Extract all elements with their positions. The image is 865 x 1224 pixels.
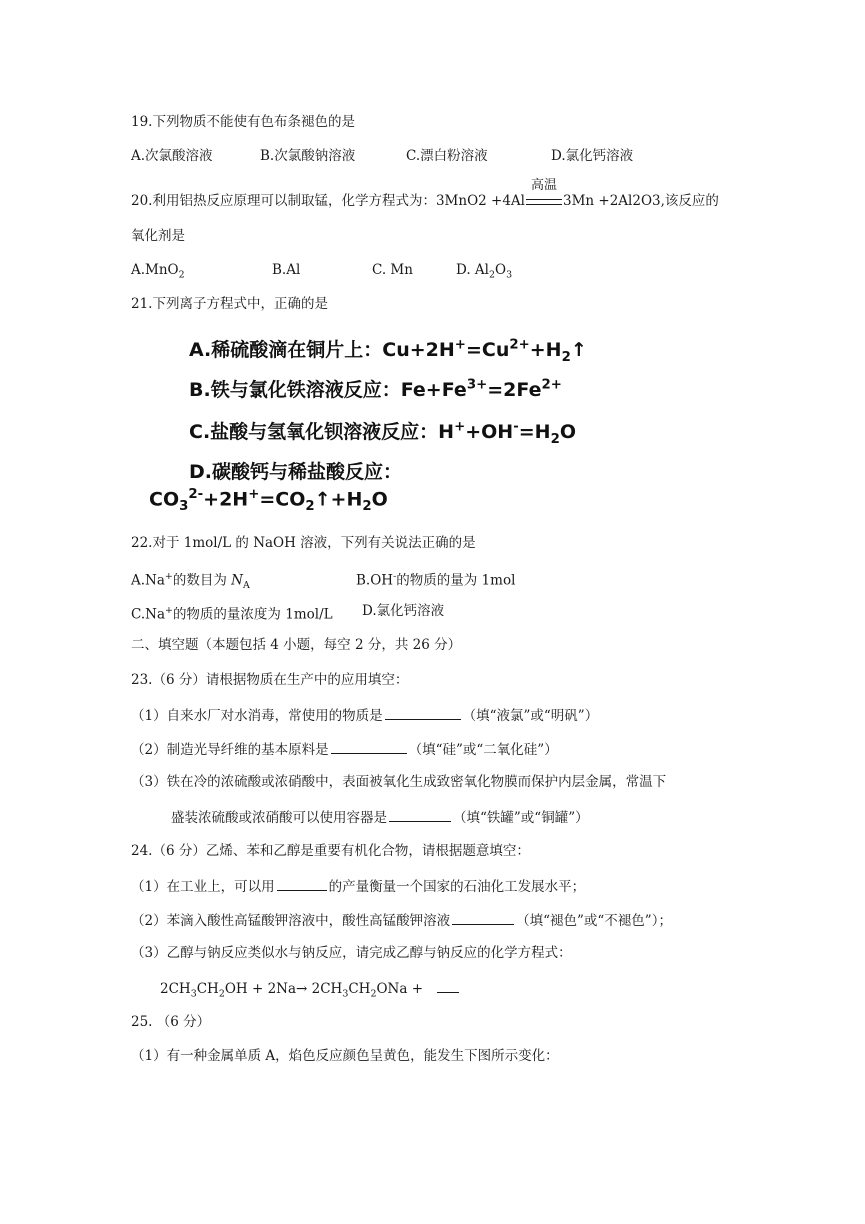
q24-p2-post: （填“褪色”或“不褪色”）；: [516, 913, 672, 929]
q21-c-sup2: -: [513, 419, 519, 435]
q21-stem: 21.下列离子方程式中，正确的是: [131, 296, 328, 312]
q22-b-pre: B.OH: [356, 572, 394, 589]
q19-option-b: B.次氯酸钠溶液: [260, 148, 356, 164]
q24-part3: （3）乙醇与钠反应类似水与钠反应，请完成乙醇与钠反应的化学方程式：: [131, 945, 572, 961]
q21-d-eq-pre: CO: [149, 488, 180, 511]
eq-b-s1: 3: [342, 988, 349, 1000]
q24-p2-pre: （2）苯滴入酸性高锰酸钾溶液中，酸性高锰酸钾溶液: [131, 913, 451, 929]
q21-option-d-equation: [149, 487, 388, 514]
q21-b-sup1: 3+: [466, 377, 488, 393]
q20-option-d-sub2: 3: [506, 269, 513, 281]
q22-option-a: [131, 568, 250, 595]
q21-option-c: [189, 417, 576, 447]
q21-d-eq-mid: +2H: [203, 488, 249, 511]
q22-b-post: 的物质的量为 1mol: [396, 572, 516, 589]
q21-d-sup1: 2-: [188, 487, 204, 502]
answer-blank[interactable]: [277, 876, 327, 891]
q23-p3-pre: 盛装浓硫酸或浓硝酸可以使用容器是: [171, 810, 387, 826]
q20-stem-post: 3Mn +2Al2O3,该反应的: [563, 193, 719, 209]
section-heading: 二、填空题（本题包括 4 小题，每空 2 分，共 26 分）: [131, 637, 462, 653]
q19-option-d: D.氯化钙溶液: [551, 148, 634, 164]
eq-a-s1: 3: [190, 988, 197, 1000]
q22-stem: 22.对于 1mol/L 的 NaOH 溶液，下列有关说法正确的是: [131, 535, 476, 551]
q22-a-pre: A.Na: [131, 572, 165, 589]
q23-p1-post: （填“液氯”或“明矾”）: [462, 708, 599, 724]
q21-c-sub: 2: [550, 431, 560, 447]
q21-c-o: O: [559, 421, 576, 443]
q24-equation: [160, 978, 461, 1004]
q21-options-image: [140, 328, 587, 518]
eq-a2: CH: [196, 981, 219, 997]
q22-a-post: 的数目为: [172, 572, 232, 589]
q23-p1-pre: （1）自来水厂对水消毒，常使用的物质是: [131, 708, 383, 724]
q21-option-d: D.碳酸钙与稀盐酸反应：: [189, 461, 402, 483]
q23-part2: [131, 739, 558, 759]
q24-stem: 24.（6 分）乙烯、苯和乙醇是重要有机化合物，请根据题意填空：: [131, 843, 530, 859]
eq-a3: OH + 2Na→ 2CH: [224, 981, 343, 997]
q23-part1: [131, 705, 598, 725]
q22-c-post: 的物质的量浓度为 1mol/L: [172, 606, 333, 623]
q20-option-c: C. Mn: [372, 262, 413, 278]
answer-blank[interactable]: [385, 705, 461, 720]
q19-option-a: A.次氯酸溶液: [131, 148, 213, 164]
q21-a-sup1: +: [454, 337, 466, 353]
q23-p3-post: （填“铁罐”或“铜罐”）: [453, 810, 589, 826]
eq-b2: CH: [348, 981, 371, 997]
q22-option-b: [356, 568, 515, 590]
q23-p2-post: （填“硅”或“二氧化硅”）: [408, 742, 558, 758]
q21-d-eq-end: ↑+H: [314, 488, 363, 511]
q24-p1-post: 的产量衡量一个国家的石油化工发展水平；: [328, 879, 586, 895]
q22-c-sup: +: [165, 605, 173, 616]
q21-d-sub1: 3: [179, 499, 189, 515]
q19-option-c: C.漂白粉溶液: [406, 148, 488, 164]
q23-stem: 23.（6 分）请根据物质在生产中的应用填空：: [131, 672, 409, 688]
q20-stem-pre: 20.利用铝热反应原理可以制取锰，化学方程式为：3MnO2 +4Al: [131, 193, 525, 209]
q22-a-na-sub: A: [242, 580, 250, 592]
reaction-condition-label: 高温: [530, 178, 557, 193]
eq-b3: ONa +: [376, 981, 424, 997]
q21-c-end: =H: [518, 421, 551, 443]
q20-option-d-mid: O: [495, 262, 507, 278]
q22-option-d: D.氯化钙溶液: [362, 603, 445, 619]
q21-c-text: C.盐酸与氢氧化钡溶液反应：H: [189, 421, 455, 443]
q23-part3-line1: （3）铁在冷的浓硫酸或浓硝酸中，表面被氧化生成致密氧化物膜而保护内层金属，常温下: [131, 774, 667, 790]
q21-b-text: B.铁与氯化铁溶液反应：Fe+Fe: [189, 379, 467, 401]
q21-d-sup2: +: [248, 487, 260, 502]
answer-blank[interactable]: [389, 807, 451, 822]
q22-option-c: [131, 602, 333, 624]
q21-d-sub2: 2: [305, 499, 315, 515]
q24-p1-pre: （1）在工业上，可以用: [131, 879, 275, 895]
q20-option-d-text: D. Al: [456, 262, 489, 278]
q21-a-mid: =Cu: [465, 339, 510, 361]
q24-part1: [131, 876, 585, 896]
q24-part2: [131, 910, 672, 930]
q25-stem: 25. （6 分）: [131, 1014, 211, 1030]
q21-c-sup1: +: [454, 419, 466, 435]
q21-c-mid: +OH: [465, 421, 514, 443]
q21-a-text: A.稀硫酸滴在铜片上：Cu+2H: [189, 339, 455, 361]
reaction-condition: [526, 178, 562, 210]
q23-part3-line2: [171, 807, 589, 827]
q20-option-d: [456, 261, 512, 285]
q21-a-sup2: 2+: [509, 337, 530, 353]
q21-d-sub3: 2: [362, 499, 372, 515]
q21-d-eq-mid2: =CO: [259, 488, 306, 511]
answer-blank[interactable]: [331, 739, 407, 754]
q21-b-sup2: 2+: [541, 377, 562, 393]
double-line-icon: [526, 199, 562, 205]
q22-a-sup: +: [164, 571, 173, 582]
q22-a-na: N: [231, 572, 243, 589]
q21-d-o: O: [371, 488, 388, 511]
q21-option-a: [189, 335, 587, 365]
answer-blank[interactable]: [437, 978, 459, 993]
q25-part1: （1）有一种金属单质 A，焰色反应颜色呈黄色，能发生下图所示变化：: [131, 1048, 559, 1064]
q20-option-a: [131, 261, 185, 285]
eq-a-s2: 2: [218, 988, 225, 1000]
up-arrow-icon: ↑: [570, 339, 587, 361]
q21-b-mid: =2Fe: [487, 379, 542, 401]
q22-b-sup: -: [393, 571, 397, 582]
q21-a-end: +H: [529, 339, 562, 361]
q21-a-sub: 2: [561, 349, 571, 365]
q21-option-b: [189, 375, 562, 402]
q23-p2-pre: （2）制造光导纤维的基本原料是: [131, 742, 329, 758]
q20-stem-line2: 氧化剂是: [131, 228, 185, 244]
q20-option-d-sub1: 2: [489, 269, 496, 281]
q20-option-b: B.Al: [272, 262, 301, 278]
q20-option-a-text: A.MnO: [131, 262, 179, 278]
q20-option-a-sub: 2: [178, 269, 185, 281]
eq-b-s2: 2: [370, 988, 377, 1000]
answer-blank[interactable]: [452, 910, 514, 925]
q20-stem: [131, 178, 719, 210]
q19-stem: 19.下列物质不能使有色布条褪色的是: [131, 114, 355, 130]
q22-c-pre: C.Na: [131, 606, 166, 623]
eq-a: 2CH: [160, 981, 191, 997]
